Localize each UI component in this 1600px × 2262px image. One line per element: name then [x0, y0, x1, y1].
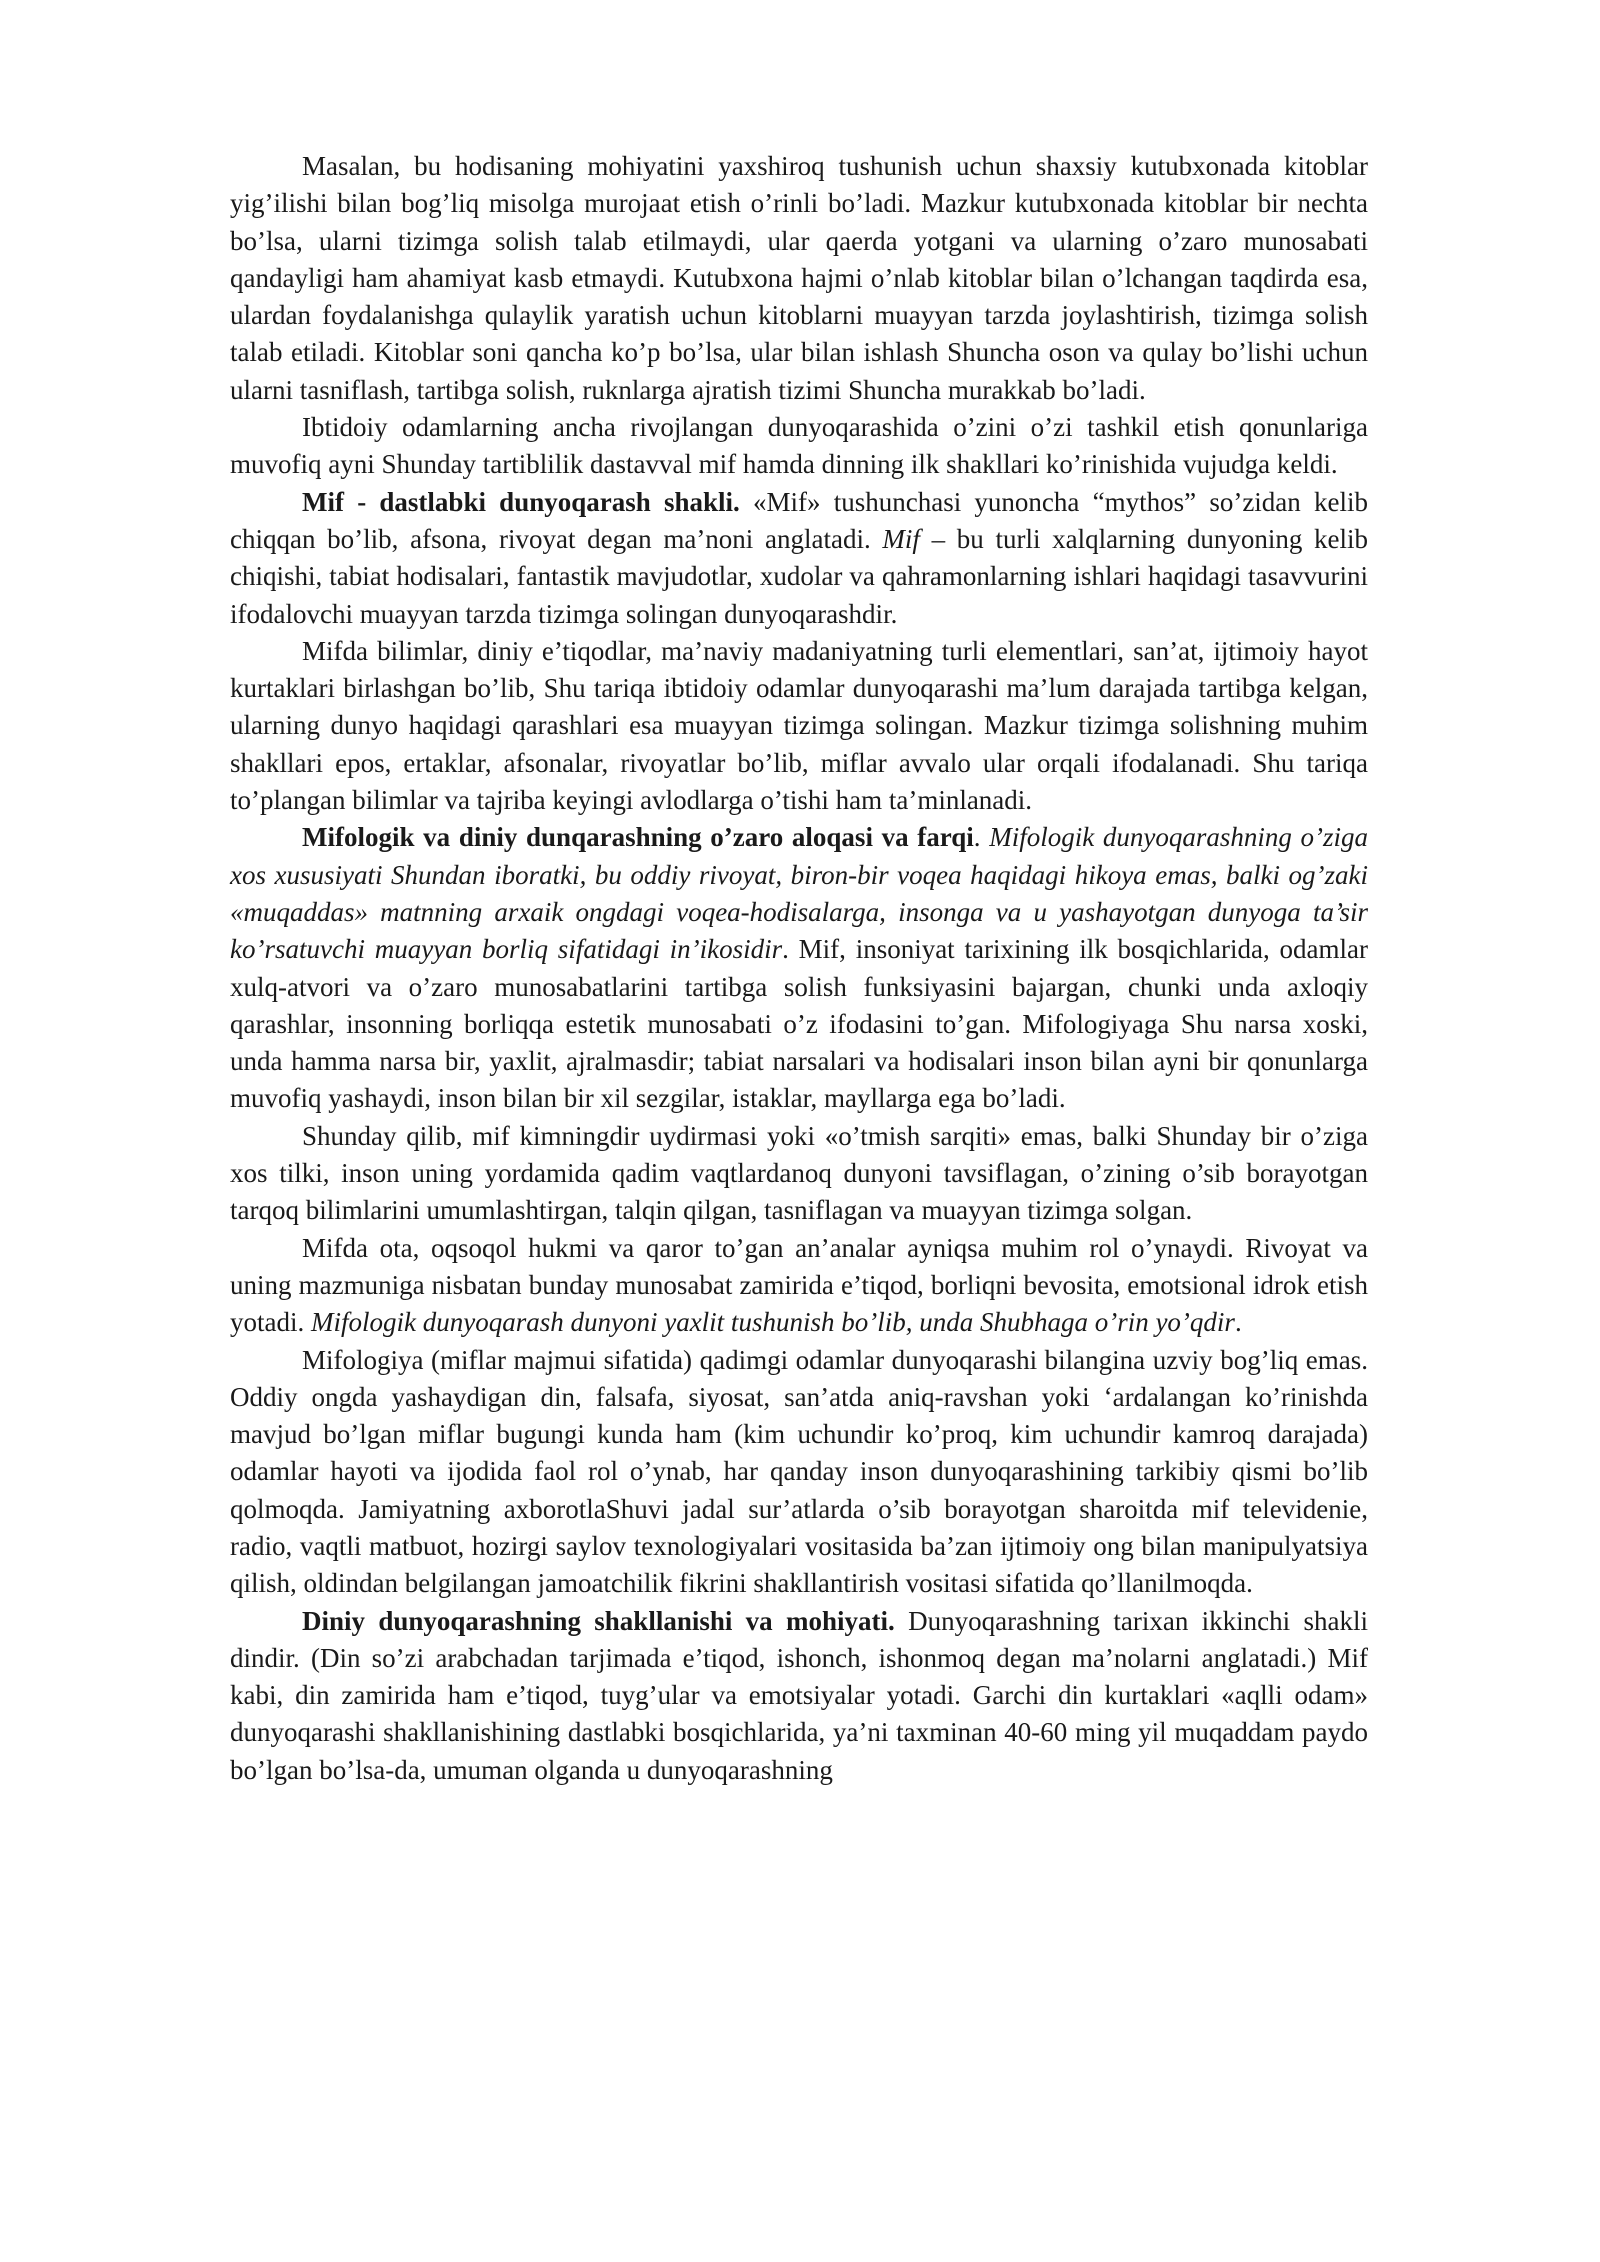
paragraph-primitive-worldview — [230, 409, 1368, 484]
emphasis-text: Mifologik dunyoqarash dunyoni yaxlit tushunish bo’lib, unda Shubhaga o’rin yo’qdir — [311, 1307, 1235, 1338]
paragraph-text: Dunyoqarashning tarixan ikkinchi shakli dindir. (Din so’zi arabchadan tarjimada e’tiqod, ishonch, ishonmoq degan ma’nolarni anglatadi.) Mif kabi, din zamirida ham e’tiqod, tuyg’ular va emotsiyalar yotadi. Garchi din kurtaklari «aqlli odam» dunyoqarashi shakllanishining dastlabki bosqichlarida, ya’ni taxminan 40-60 ming yil muqaddam paydo bo’lgan bo’lsa-da, umuman olganda u dunyoqarashning — [230, 1605, 1368, 1785]
paragraph-text: Mifologiya (miflar majmui sifatida) qadimgi odamlar dunyoqarashi bilangina uzviy bog’liq emas. Oddiy ongda yashaydigan din, falsafa, siyosat, san’atda aniq-ravshan yoki ‘ardalangan ko’rinishda mavjud bo’lgan miflar bugungi kunda ham (kim uchundir ko’proq, kim uchundir kamroq darajada) odamlar hayoti va ijodida faol rol o’ynab, har qanday inson dunyoqarashining tarkibiy qismi bo’lib qolmoqda. Jamiyatning axborotlaShuvi jadal sur’atlarda o’sib borayotgan sharoitda mif televidenie, radio, vaqtli matbuot, hozirgi saylov texnologiyalari vositasida ba’zan ijtimoiy ong bilan manipulyatsiya qilish, oldindan belgilangan jamoatchilik fikrini shakllantirish vositasi sifatida qo’llanilmoqda. — [230, 1344, 1368, 1599]
document-page — [230, 148, 1368, 1789]
paragraph-text: Mifda bilimlar, diniy e’tiqodlar, ma’naviy madaniyatning turli elementlari, san’at, ijtimoiy hayot kurtaklari birlashgan bo’lib, Shu tariqa ibtidoiy odamlar dunyoqarashi ma’lum darajada tartibga kelgan, ularning dunyo haqidagi qarashlari esa muayyan tizimga solingan. Mazkur tizimga solishning muhim shakllari epos, ertaklar, afsonalar, rivoyatlar bo’lib, miflar avvalo ular orqali ifodalanadi. Shu tariqa to’plangan bilimlar va tajriba keyingi avlodlarga o’tishi ham ta’minlanadi. — [230, 635, 1368, 816]
section-heading: Diniy dunyoqarashning shakllanishi va mohiyati. — [302, 1605, 895, 1636]
paragraph-text: . — [1234, 1307, 1242, 1338]
paragraph-text: . Mif, insoniyat tarixining ilk bosqichlarida, odamlar xulq-atvori va o’zaro munosabatlarini tartibga solish funksiyasini bajargan, chunki unda axloqiy qarashlar, insonning borliqqa estetik munosabati o’z ifodasini to’gan. Mifologiyaga Shu narsa xoski, unda hamma narsa bir, yaxlit, ajralmasdir; tabiat narsalari va hodisalari inson bilan ayni bir qonunlarga muvofiq yashaydi, inson bilan bir xil sezgilar, istaklar, mayllarga ega bo’ladi. — [230, 934, 1368, 1114]
paragraph-myth-language — [230, 1118, 1368, 1230]
emphasis-term: Mif — [882, 523, 920, 554]
paragraph-text: Masalan, bu hodisaning mohiyatini yaxshiroq tushunish uchun shaxsiy kutubxonada kitoblar yig’ilishi bilan bog’liq misolga murojaat etish o’rinli bo’ladi. Mazkur kutubxonada kitoblar bir nechta bo’lsa, ularni tizimga solish talab etilmaydi, ular qaerda yotgani va ularning o’zaro munosabati qandayligi ham ahamiyat kasb etmaydi. Kutubxona hajmi o’nlab kitoblar bilan o’lchangan taqdirda esa, ulardan foydalanishga qulaylik yaratish uchun kitoblarni muayyan tarzda joylashtirish, tizimga solish talab etiladi. Kitoblar soni qancha ko’p bo’lsa, ular bilan ishlash Shuncha oson va qulay bo’lishi uchun ularni tasniflash, tartibga solish, ruknlarga ajratish tizimi Shuncha murakkab bo’ladi. — [230, 151, 1368, 405]
paragraph-text: «Mif» tushunchasi yunoncha “mythos” so’zidan kelib chiqqan bo’lib, afsona, rivoyat degan ma’noni anglatadi. — [230, 486, 1368, 554]
paragraph-text: – bu turli xalqlarning dunyoning kelib chiqishi, tabiat hodisalari, fantastik mavjudotlar, xudolar va qahramonlarning ishlari haqidagi tasavvurini ifodalovchi muayyan tarzda tizimga solingan dunyoqarashdir. — [230, 523, 1369, 629]
paragraph-text: Shunday qilib, mif kimningdir uydirmasi yoki «o’tmish sarqiti» emas, balki Shunday bir o’ziga xos tilki, inson uning yordamida qadim vaqtlardanoq dunyoni tavsiflagan, o’zining o’sib borayotgan tarqoq bilimlarini umumlashtirgan, talqin qilgan, tasniflagan va muayyan tizimga solgan. — [230, 1120, 1368, 1226]
paragraph-myth-religion-relation — [230, 819, 1368, 1117]
paragraph-library-example — [230, 148, 1368, 409]
emphasis-text: Mifologik dunyoqarashning o’ziga xos xususiyati Shundan iboratki, bu oddiy rivoyat, biron-bir voqea haqidagi hikoya emas, balki og’zaki «muqaddas» matnning arxaik ongdagi voqea-hodisalarga, insonga va u yashayotgan dunyoga ta’sir ko’rsatuvchi muayyan borliq sifatidagi in’ikosidir — [230, 822, 1369, 965]
section-heading: Mifologik va diniy dunqarashning o’zaro aloqasi va farqi — [302, 822, 974, 853]
paragraph-text: . — [973, 822, 990, 853]
paragraph-religious-worldview — [230, 1603, 1368, 1789]
paragraph-text: Mifda ota, oqsoqol hukmi va qaror to’gan an’analar ayniqsa muhim rol o’ynaydi. Rivoyat va uning mazmuniga nisbatan bunday munosabat zamirida e’tiqod, borliqni bevosita, emotsional idrok etish yotadi. — [230, 1232, 1368, 1338]
paragraph-text: Ibtidoiy odamlarning ancha rivojlangan dunyoqarashida o’zini o’zi tashkil etish qonunlariga muvofiq ayni Shunday tartiblilik dastavval mif hamda dinning ilk shakllari ko’rinishida vujudga keldi. — [230, 412, 1368, 480]
paragraph-myth-definition — [230, 484, 1368, 633]
paragraph-modern-mythology — [230, 1342, 1368, 1603]
paragraph-myth-elements — [230, 633, 1368, 819]
paragraph-traditions — [230, 1230, 1368, 1342]
section-heading: Mif - dastlabki dunyoqarash shakli. — [302, 486, 740, 517]
